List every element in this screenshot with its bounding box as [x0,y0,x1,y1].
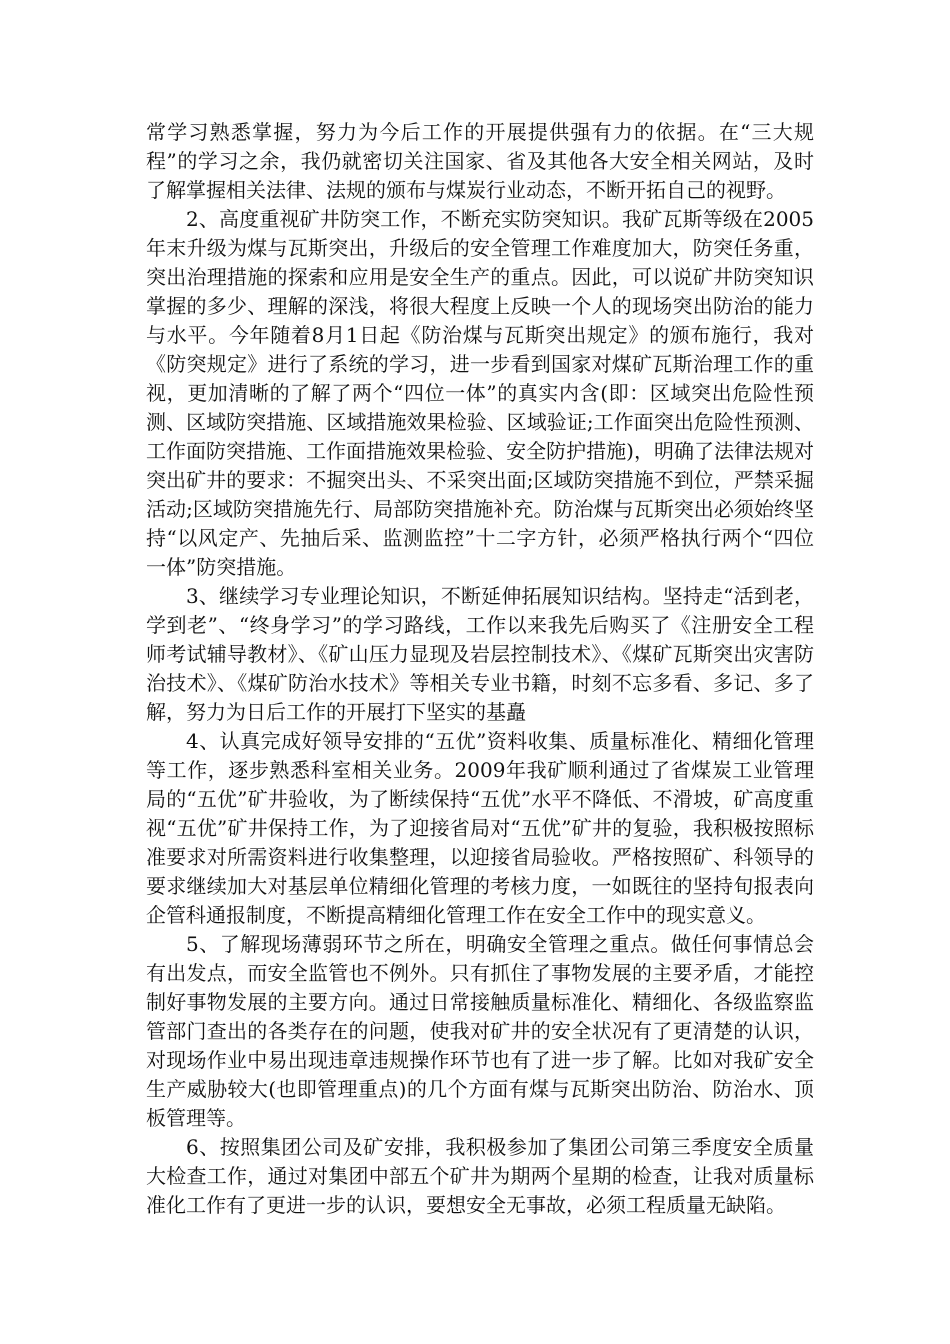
paragraph-item-2: 2、高度重视矿井防突工作，不断充实防突知识。我矿瓦斯等级在2005年末升级为煤与瓦斯突出，升级后的安全管理工作难度加大，防突任务重，突出治理措施的探索和应用是安全生产的重点。因此，可以说矿井防突知识掌握的多少、理解的深浅，将很大程度上反映一个人的现场突出防治的能力与水平。今年随着8月1日起《防治煤与瓦斯突出规定》的颁布施行，我对《防突规定》进行了系统的学习，进一步看到国家对煤矿瓦斯治理工作的重视，更加清晰的了解了两个“四位一体”的真实内含(即：区域突出危险性预测、区域防突措施、区域措施效果检验、区域验证;工作面突出危险性预测、工作面防突措施、工作面措施效果检验、安全防护措施)，明确了法律法规对突出矿井的要求：不掘突出头、不采突出面;区域防突措施不到位，严禁采掘活动;区域防突措施先行、局部防突措施补充。防治煤与瓦斯突出必须始终坚持“以风定产、先抽后采、监测监控”十二字方针，必须严格执行两个“四位一体”防突措施。 [146,207,814,579]
document-page [146,118,814,1220]
paragraph-item-3: 3、继续学习专业理论知识，不断延伸拓展知识结构。坚持走“活到老，学到老”、“终身学习”的学习路线，工作以来我先后购买了《注册安全工程师考试辅导教材》、《矿山压力显现及岩层控制技术》、《煤矿瓦斯突出灾害防治技术》、《煤矿防治水技术》等相关专业书籍，时刻不忘多看、多记、多了解，努力为日后工作的开展打下坚实的基矗 [146,584,814,724]
paragraph-item-6: 6、按照集团公司及矿安排，我积极参加了集团公司第三季度安全质量大检查工作，通过对集团中部五个矿井为期两个星期的检查，让我对质量标准化工作有了更进一步的认识，要想安全无事故，必须工程质量无缺陷。 [146,1135,814,1217]
paragraph-continuation: 常学习熟悉掌握，努力为今后工作的开展提供强有力的依据。在“三大规程”的学习之余，我仍就密切关注国家、省及其他各大安全相关网站，及时了解掌握相关法律、法规的颁布与煤炭行业动态，不断开拓自己的视野。 [146,120,814,202]
paragraph-item-5: 5、了解现场薄弱环节之所在，明确安全管理之重点。做任何事情总会有出发点，而安全监管也不例外。只有抓住了事物发展的主要矛盾，才能控制好事物发展的主要方向。通过日常接触质量标准化、精细化、各级监察监管部门查出的各类存在的问题，使我对矿井的安全状况有了更清楚的认识，对现场作业中易出现违章违规操作环节也有了进一步了解。比如对我矿安全生产威胁较大(也即管理重点)的几个方面有煤与瓦斯突出防治、防治水、顶板管理等。 [146,932,814,1130]
paragraph-item-4: 4、认真完成好领导安排的“五优”资料收集、质量标准化、精细化管理等工作，逐步熟悉科室相关业务。2009年我矿顺利通过了省煤炭工业管理局的“五优”矿井验收，为了断续保持“五优”水平不降低、不滑坡，矿高度重视“五优”矿井保持工作，为了迎接省局对“五优”矿井的复验，我积极按照标准要求对所需资料进行收集整理，以迎接省局验收。严格按照矿、科领导的要求继续加大对基层单位精细化管理的考核力度，一如既往的坚持旬报表向企管科通报制度，不断提高精细化管理工作在安全工作中的现实意义。 [146,729,814,927]
